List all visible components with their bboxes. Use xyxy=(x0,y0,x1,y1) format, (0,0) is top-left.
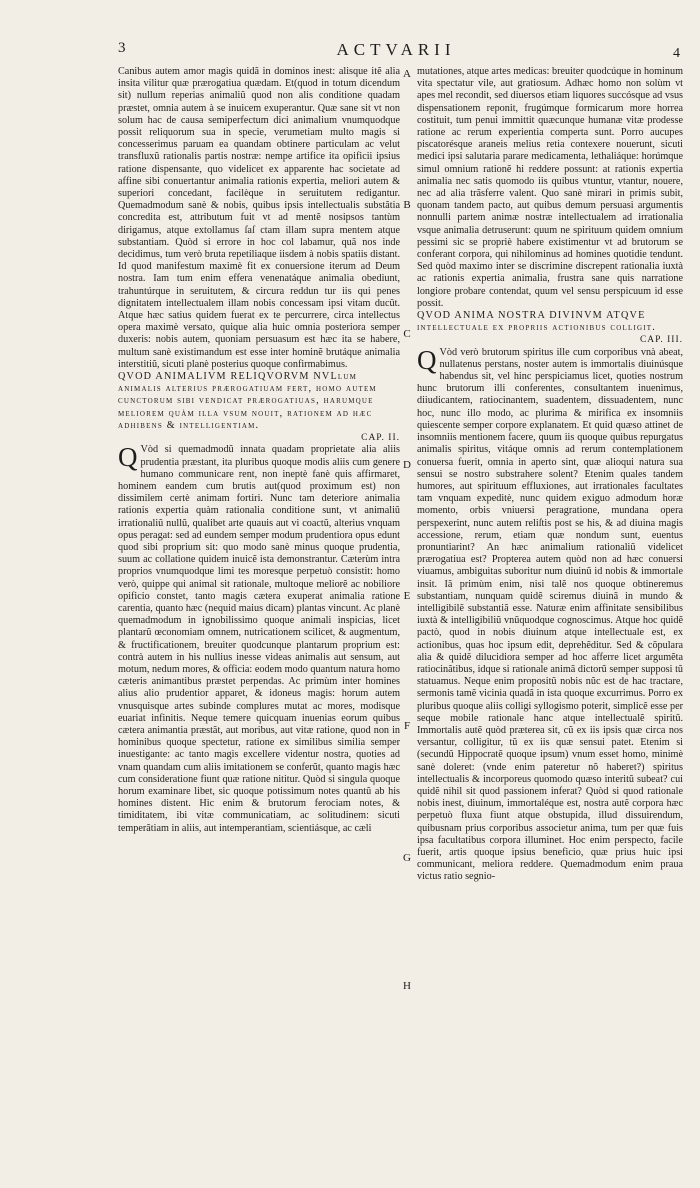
running-head xyxy=(112,40,680,64)
paragraph-text: Vòd si quemadmodũ innata quadam proprietate alia aliis prudentia præstant, ita pluribus quoque modis aliis cum genere humano communicare rent, non ineptè fanè quis affirmaret, hominem eandem cum brutis aut(quod proximum est) non dissimilem certè animam fortiri. Nunc tam deteriore animalia rationis expertia quàm rationalia conditione sunt, vt animaliũ irrationaliũ nullũ, qualibet arte quauis aut vi coactũ, alterius vnquam opus peragat: sed ad eundem semper modum prudentiora opus edunt quod sibi proprium sit: quo modo sanè minus quoque prudentia, suum ac collatione quidem inuicẽ ista demonstrantur. Cæterùm intra proprios vnumquodque limi tes moresque perpetuò consistit: homo verò, quippe qui animal sit rationale, multoque meliorẽ ac nobiliore opificio constet, tanto magis cætera exuperat animalia ratione carentia, quanto hæc (nequid maius dicam) plantas vincunt. Ac planè quemadmodum in ignobilissimo quoque animali inspicias, licet plantarũ œconomiam omnem, nutricationem scilicet, & augmentum, & fructificationem, breuiter quodcunque plantarum proprium est: contrà autem in his nullius inesse videas animalis aut sensum, aut motum, nedum mores, & officia: eodem modo quantum natura homo cæteris animantibus præstet perpendas. Ac primùm inter homines alius alio prudentior apparet, & idoneus magis: horum autem vnusquisque artes subinde complures mutat ac mores, modisque euariat infinitis. Neque temere quicquam inuenias eorum quibus cætera animantia præstãt, aut moribus, aut vitæ ratione, quod non in hominibus quoque spectetur, ratione ex similibus similia semper inuestigante: ac tanto magis excellere videntur nostra, quoties ad vnam quandam cum aliis imitationem se conferũt, quanto magis hæc cum consideratione fiunt quæ ratione nititur. Quòd si singula quoque horum examinare libet, sic quoque potissimum notes quantũ ab his homines distent. Hic enim & brutorum ferociam notes, & timiditatem, ibi vitæ communicatiam, ac solitudinem: sicuti temperãtiam in aliis, aut intemperantiam, scientiásque, ac cæli xyxy=(118,444,400,834)
running-title: ACTVARII xyxy=(336,40,456,59)
margin-letter: H xyxy=(403,980,411,992)
margin-letter: C xyxy=(403,328,411,340)
margin-letter: E xyxy=(403,590,411,602)
chapter-heading: QVOD ANIMALIVM RELIQVORVM NVLlum animalis alterius prærogatiuam fert, homo autem cunctorum sibi vendicat prærogatiuas, harumque meliorem quàm illa vsum nouit, rationem ad hæc adhibens & intelligentiam. xyxy=(118,371,377,431)
chapter-heading: QVOD ANIMA NOSTRA DIVINVM ATQVE intellectuale ex propriis actionibus colligit. xyxy=(417,310,657,334)
drop-cap: Q xyxy=(118,442,138,473)
folio-number-left: 3 xyxy=(118,40,126,56)
drop-cap: Q xyxy=(417,344,437,375)
paragraph: mutationes, atque artes medicas: breuiter quodcúque in hominum vita spectatur vile, aut gratiosum. Adhæc homo non solùm vt apes mel recondit, sed diuersos etiam liquores succósque ad vsus dispensationem reponit, frugúmque formicarum more horrea costituit, tum penui immittit quæcunque humanæ vitæ prodesse ratione ac rerum experientia comperta sunt. Porro aucupes piscatorésque araneis melius retia contexere nouerunt, sicuti medici ipsi salutaria parare medicamenta, lethaliáque: horúmque simul omnium rationẽ hi reddere possunt: at rationis expertia animalia nec satis quomodo iis quibus vtuntur, vtantur, nouere, nec ad alia trãsferre valent. Quo sanè mirari in primis subit, quonam tandem pacto, aut quibus demum persuasi argumentis nonnulli partem animæ nostræ intellectualem ad irrationalia vsque animalia detruserunt: quum ne spirituum quidem omnium pessimi sic se propriè habere existimentur vt ad brutorum se conferant corpora, qui nihilominus ad homines quotidie tendunt. Sed quòd maximo inter se discrimine discrepent rationalia iuxtà ac rationis expertia animalia, frustra sane quis narratione longiore probare contendat, quum vel sensu perspicuum id esse possit. xyxy=(417,66,683,309)
margin-letter: F xyxy=(403,720,411,732)
margin-letter: G xyxy=(403,852,411,864)
margin-letter: A xyxy=(403,68,411,80)
paragraph: Canibus autem amor magis quidã in dominos inest: alisque itẽ alia insita vilitur quæ prærogatiua quædam. Et(quod in totum dicendum sit) nullum reperias animaliũ quod non alis conditione quadam præstet, omnia autem à se inuicem exuperantur. Quæ sane sit vt non solum hac de causa semiperfectum dici animalium vnumquodque possit reliquorum sua in specie, verumetiam multo magis si concesserimus paruam ea quandam obtinere particulam ac velut transfluxũ rationalis partis nostræ: nempe artifice ita opificii ipsius ratione dispensante, quo videlicet ex apparente hac societate ad affine sibi conuertantur animalia rationis expertia, meliori autem & superiori concedant, facilèque in seruitutem redigantur. Quemadmodum sanè & nobis, quibus ipsis intellectualis substãtia concredita est, attributum fuit vt ad mentẽ nosipsos tantùm dirigamus, atque extollamus ſaſ ctam illam supra mentem atque substantiam. Quòd si errore in hoc col labamur, quã nos inde decidimus, tum verò bruta repetiliaque iisdem à nobis spatiis distant. Id quod manifestum maximè fit ex conuersione iterum ad Deum nostra. Iam tum enim effera venenatáque animalia obediunt, trahuntúrque in seruitutem, & circura reddun tur iis qui penes dignitatem intellectualem illam nobis concessam ipsi vitam ducũt. Atque hæc satius quidem fuerat ex te percurrere, circa intellectus opera maximè versato, quique alia huic omnia posteriora semper duxeris: nobis autem, quoniam persuasum est hæc ita se habere, multum sanè existimandum est esse inter hominẽ brutáque animalia interstitiũ, sicuti planè posterius quoque confirmabimus. xyxy=(118,66,400,370)
left-column xyxy=(118,66,400,835)
paragraph-text: Vòd verò brutorum spiritus ille cum corporibus vnà abeat, nullatenus perstans, noster autem is immortalis diuinúsque habendus sit, vel hinc perspiciamus licet, quoties nostrum hunc brutorum illi conferentes, consultantem inuenimus, diiudicantem, ratiocinantem, suadentem, dissuadentem, nunc hoc, nunc illo modo, ac plurima & mirifica ex insomniis quiescente semper corpore explanatem. Et quid quæso attinet de insomniis mentionem facere, quum iis quoque quibus repurgatus animalis spiritus, vitáque omnis ad rerum contemplationem conuersa fuerit, omnia in aperto sint, quæ alioqui natura sua sensui se nostro substrahere solent? Etenim quales tandem humores, aut spirituum effluxiones, aut irrationales facultates tam vnquam expeditè, nunc quidem exiguo admodum horæ momento, orbis vniuersi peragratione, mundana opera perspexerint, nunc autem reliſtis post se his, & ad diuina magis accessione, rerum, etiam quæ nondum sunt, euentus pronuntiarint? An hæc animalium rationaliũ videlicet prærogatiua est? Propterea autem quòd non ad hæc conuersi viuamus, ambiguitas suboritur num diuinũ id nobis & immortale insit. Iã primùm enim, nisi talẽ nos quoque obtineremus substantiam, nunquam quidẽ sciremus diuinã in mundo & intelligibilẽ substantiã esse. Naturæ enim affinitate sensibilibus iuxtà & intelligibiliũ vnũquodque cognoscimus. Atque hoc quidẽ pactò, quod in nobis diuinum atque intellectuale est, ex actionibus, quas hoc ipsum edit, deprehẽditur. Sed & cõpulara alia & quidẽ dilucidiora semper ad hoc afferre licet argumẽta ratiocinãtibus, idque si rationale animã dictorũ semper supposi tũ statuamus. Neque enim propositũ nobis nũc est de hac tractare, sermonis tamẽ vicinia quadã in ista quoque excurrimus. Porro ex pluribus quoque aliis colligi syllogismo poterit, simplicẽ esse per seque mobile rationale hanc atque intellectualẽ spiritũ. Immortalis autẽ quòd præterea sit, cũ ex iis ipsis quæ circa nos versantur, colligitur, tũ ex iis quæ sensui patet. Etenim si (secundũ Hippocratẽ quoque ipsum) vnum esset homo, minimè sanè doleret: (vnde enim pateretur nõ haberet?) spiritus intellectualis & incorporeus quomodo quæso interitũ subeat? cui quidẽ nihil sit quod passionem inferat? Quòd si quod rationale nobis inest, diuinum, immortaléque est, nostra autẽ corpora hæc perpetuò fluxa fiunt atque obstupida, illud dissuirendum, quibusnam prius corporibus associetur anima, tum per quæ fuis ipsa facultatibus corpora illuminet. Hoc enim perspecto, facile fuerit, artis quoque ipsius beneficio, quæ prius huic ipsi communicant, meliora reddere. Quemadmodum enim praua victus ratio segnio- xyxy=(417,346,683,883)
margin-letter: B xyxy=(403,199,411,211)
folio-number-right: 4 xyxy=(673,46,680,61)
right-column xyxy=(417,66,683,884)
margin-letter: D xyxy=(403,459,411,471)
paragraph xyxy=(118,444,400,835)
paragraph xyxy=(417,344,683,884)
chapter-number: CAP. II. xyxy=(361,433,400,444)
chapter-number: CAP. III. xyxy=(639,335,683,346)
